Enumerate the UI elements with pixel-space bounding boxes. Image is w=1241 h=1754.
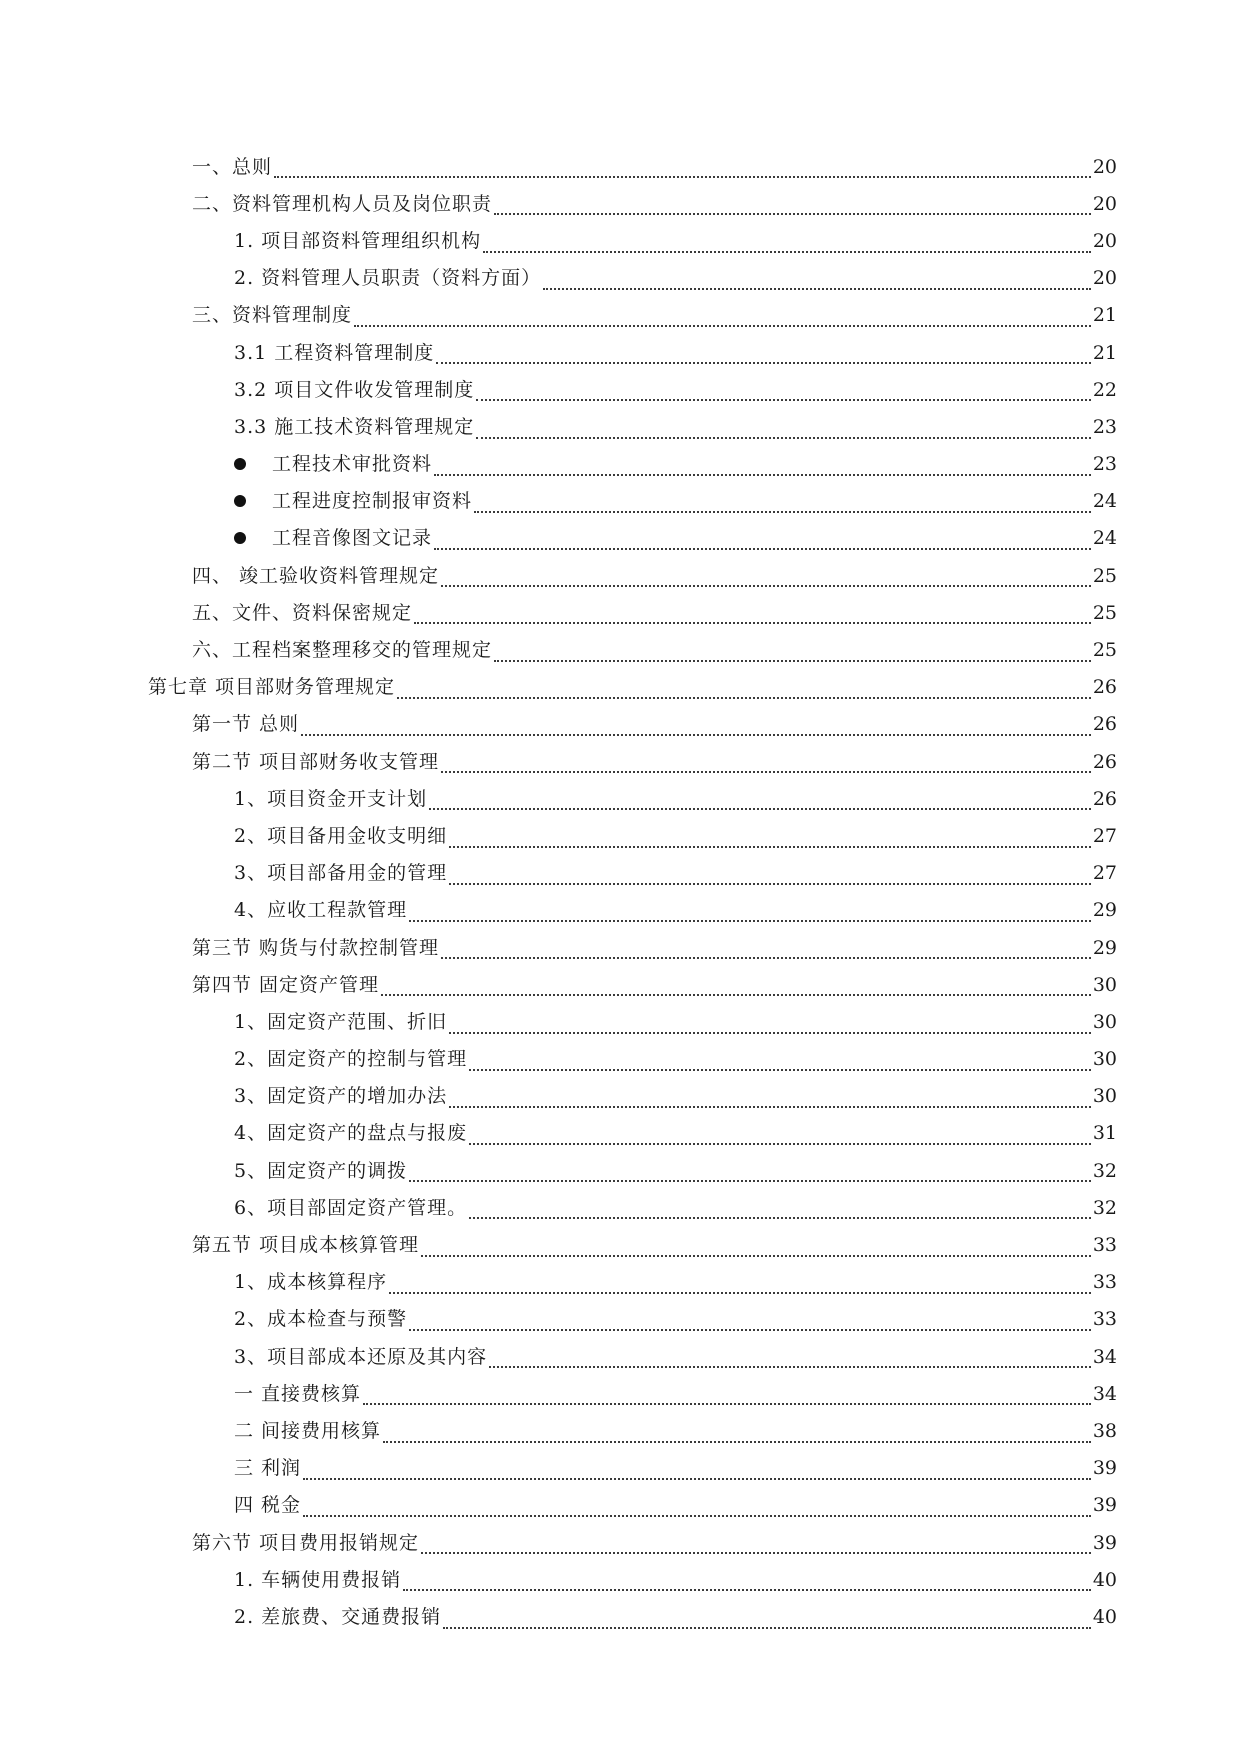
toc-page-number: 39: [1092, 1531, 1117, 1554]
toc-entry-title: 二、资料管理机构人员及岗位职责: [192, 192, 493, 215]
toc-page-number: 40: [1092, 1605, 1117, 1628]
toc-entry-title: 6、项目部固定资产管理。: [234, 1196, 468, 1219]
toc-entry-title: 3、项目部备用金的管理: [234, 862, 448, 885]
toc-entry-title: 第四节 固定资产管理: [192, 973, 380, 996]
toc-entry-title: 1. 车辆使用费报销: [234, 1568, 402, 1591]
dot-leader: [483, 250, 1091, 253]
dot-leader: [449, 1105, 1091, 1108]
toc-entry[interactable]: [0, 1487, 1241, 1524]
toc-entry[interactable]: [0, 669, 1241, 706]
toc-page-number: 25: [1092, 601, 1117, 624]
bullet-icon: [234, 532, 246, 544]
toc-entry[interactable]: [0, 706, 1241, 743]
toc-entry-title: 2、成本检查与预警: [234, 1308, 408, 1331]
toc-entry-title: 二 间接费用核算: [234, 1419, 382, 1442]
toc-entry-title: 3.1 工程资料管理制度: [234, 341, 435, 364]
toc-entry[interactable]: [0, 185, 1241, 222]
toc-entry-title: 六、工程档案整理移交的管理规定: [192, 639, 493, 662]
toc-entry-title: 3.2 项目文件收发管理制度: [234, 378, 475, 401]
toc-entry-title: 3、固定资产的增加办法: [234, 1085, 448, 1108]
toc-page-number: 26: [1092, 713, 1117, 736]
toc-entry[interactable]: [0, 1003, 1241, 1040]
toc-entry-title: 工程进度控制报审资料: [272, 490, 473, 513]
toc-page-number: 40: [1092, 1568, 1117, 1591]
toc-entry-title: 三、资料管理制度: [192, 304, 353, 327]
toc-page-number: 31: [1092, 1122, 1117, 1145]
bullet-icon: [234, 495, 246, 507]
toc-entry-title: 一、总则: [192, 155, 273, 178]
toc-page-number: 25: [1092, 639, 1117, 662]
toc-entry[interactable]: [0, 1115, 1241, 1152]
dot-leader: [441, 584, 1091, 587]
dot-leader: [409, 919, 1091, 922]
toc-entry[interactable]: [0, 855, 1241, 892]
toc-page-number: 20: [1092, 267, 1117, 290]
dot-leader: [449, 882, 1091, 885]
toc-page-number: 24: [1092, 490, 1117, 513]
dot-leader: [469, 1068, 1091, 1071]
toc-page-number: 26: [1092, 676, 1117, 699]
toc-page-number: 39: [1092, 1494, 1117, 1517]
toc-page-number: 29: [1092, 936, 1117, 959]
toc-entry[interactable]: [0, 1412, 1241, 1449]
dot-leader: [469, 1142, 1091, 1145]
table-of-contents: [0, 148, 1241, 1636]
toc-page-number: 30: [1092, 1048, 1117, 1071]
toc-entry[interactable]: [0, 1598, 1241, 1635]
toc-page-number: 20: [1092, 229, 1117, 252]
dot-leader: [303, 1514, 1091, 1517]
toc-entry[interactable]: [0, 1338, 1241, 1375]
toc-page-number: 27: [1092, 824, 1117, 847]
toc-entry[interactable]: [0, 1450, 1241, 1487]
dot-leader: [409, 1179, 1091, 1182]
dot-leader: [274, 175, 1091, 178]
toc-entry[interactable]: [0, 446, 1241, 483]
toc-entry[interactable]: [0, 260, 1241, 297]
toc-entry-title: 五、文件、资料保密规定: [192, 601, 413, 624]
dot-leader: [449, 1031, 1091, 1034]
toc-page-number: 26: [1092, 750, 1117, 773]
toc-entry-title: 2. 资料管理人员职责（资料方面）: [234, 267, 542, 290]
toc-entry[interactable]: [0, 1264, 1241, 1301]
dot-leader: [429, 807, 1091, 810]
toc-entry[interactable]: [0, 1375, 1241, 1412]
toc-entry[interactable]: [0, 892, 1241, 929]
dot-leader: [441, 956, 1091, 959]
toc-entry-title: 四 税金: [234, 1494, 302, 1517]
dot-leader: [543, 287, 1091, 290]
dot-leader: [434, 547, 1091, 550]
toc-page-number: 23: [1092, 453, 1117, 476]
toc-page-number: 30: [1092, 1085, 1117, 1108]
toc-page-number: 23: [1092, 415, 1117, 438]
toc-entry-title: 三 利润: [234, 1457, 302, 1480]
dot-leader: [421, 1254, 1091, 1257]
toc-entry[interactable]: [0, 594, 1241, 631]
toc-entry-title: 第五节 项目成本核算管理: [192, 1234, 420, 1257]
toc-entry[interactable]: [0, 483, 1241, 520]
toc-entry-title: 2、项目备用金收支明细: [234, 824, 448, 847]
toc-page-number: 33: [1092, 1234, 1117, 1257]
toc-entry-title: 1、成本核算程序: [234, 1271, 388, 1294]
dot-leader: [476, 398, 1091, 401]
toc-page-number: 27: [1092, 862, 1117, 885]
toc-entry[interactable]: [0, 297, 1241, 334]
toc-entry-title: 四、 竣工验收资料管理规定: [192, 564, 440, 587]
toc-page-number: 22: [1092, 378, 1117, 401]
toc-page-number: 34: [1092, 1382, 1117, 1405]
toc-page-number: 39: [1092, 1457, 1117, 1480]
dot-leader: [434, 473, 1091, 476]
toc-entry-title: 第三节 购货与付款控制管理: [192, 936, 440, 959]
toc-entry[interactable]: [0, 520, 1241, 557]
toc-entry-title: 4、应收工程款管理: [234, 899, 408, 922]
toc-entry[interactable]: [0, 1152, 1241, 1189]
bullet-icon: [234, 458, 246, 470]
dot-leader: [354, 324, 1091, 327]
dot-leader: [383, 1440, 1091, 1443]
toc-page-number: 25: [1092, 564, 1117, 587]
toc-entry-title: 1、固定资产范围、折旧: [234, 1010, 448, 1033]
dot-leader: [414, 621, 1091, 624]
toc-page-number: 32: [1092, 1196, 1117, 1219]
toc-entry[interactable]: [0, 1226, 1241, 1263]
toc-entry[interactable]: [0, 371, 1241, 408]
toc-page-number: 33: [1092, 1271, 1117, 1294]
toc-page-number: 20: [1092, 155, 1117, 178]
dot-leader: [303, 1477, 1091, 1480]
dot-leader: [436, 361, 1091, 364]
toc-entry[interactable]: [0, 334, 1241, 371]
dot-leader: [476, 436, 1091, 439]
toc-page-number: 34: [1092, 1345, 1117, 1368]
dot-leader: [449, 845, 1091, 848]
toc-page-number: 30: [1092, 973, 1117, 996]
dot-leader: [494, 212, 1091, 215]
toc-entry[interactable]: [0, 1189, 1241, 1226]
toc-page-number: 33: [1092, 1308, 1117, 1331]
toc-entry[interactable]: [0, 1561, 1241, 1598]
toc-entry[interactable]: [0, 1078, 1241, 1115]
toc-entry[interactable]: [0, 222, 1241, 259]
toc-page-number: 20: [1092, 192, 1117, 215]
toc-entry[interactable]: [0, 631, 1241, 668]
toc-entry-title: 工程音像图文记录: [272, 527, 433, 550]
toc-entry-title: 3、项目部成本还原及其内容: [234, 1345, 488, 1368]
toc-page-number: 21: [1092, 304, 1117, 327]
toc-entry-title: 第二节 项目部财务收支管理: [192, 750, 440, 773]
toc-entry[interactable]: [0, 817, 1241, 854]
dot-leader: [474, 510, 1091, 513]
toc-entry-title: 5、固定资产的调拨: [234, 1159, 408, 1182]
dot-leader: [469, 1216, 1091, 1219]
toc-entry-title: 第六节 项目费用报销规定: [192, 1531, 420, 1554]
toc-page-number: 21: [1092, 341, 1117, 364]
toc-entry[interactable]: [0, 148, 1241, 185]
dot-leader: [301, 733, 1091, 736]
toc-entry-title: 第七章 项目部财务管理规定: [148, 676, 396, 699]
toc-entry-title: 第一节 总则: [192, 713, 300, 736]
dot-leader: [489, 1365, 1091, 1368]
toc-entry-title: 2. 差旅费、交通费报销: [234, 1605, 442, 1628]
toc-entry[interactable]: [0, 557, 1241, 594]
dot-leader: [389, 1291, 1091, 1294]
dot-leader: [441, 770, 1091, 773]
toc-page-number: 32: [1092, 1159, 1117, 1182]
toc-page-number: 26: [1092, 787, 1117, 810]
toc-entry-title: 2、固定资产的控制与管理: [234, 1048, 468, 1071]
toc-entry[interactable]: [0, 1301, 1241, 1338]
toc-entry-title: 3.3 施工技术资料管理规定: [234, 415, 475, 438]
toc-entry-title: 工程技术审批资料: [272, 453, 433, 476]
toc-entry[interactable]: [0, 966, 1241, 1003]
toc-entry-title: 1. 项目部资料管理组织机构: [234, 229, 482, 252]
toc-entry[interactable]: [0, 780, 1241, 817]
toc-page-number: 29: [1092, 899, 1117, 922]
dot-leader: [397, 696, 1091, 699]
dot-leader: [363, 1402, 1091, 1405]
toc-entry-title: 4、固定资产的盘点与报废: [234, 1122, 468, 1145]
toc-page-number: 38: [1092, 1419, 1117, 1442]
toc-entry-title: 1、项目资金开支计划: [234, 787, 428, 810]
toc-entry-title: 一 直接费核算: [234, 1382, 362, 1405]
toc-entry[interactable]: [0, 929, 1241, 966]
dot-leader: [421, 1551, 1091, 1554]
dot-leader: [409, 1328, 1091, 1331]
dot-leader: [381, 993, 1091, 996]
dot-leader: [443, 1626, 1091, 1629]
toc-entry[interactable]: [0, 1041, 1241, 1078]
toc-page-number: 30: [1092, 1010, 1117, 1033]
toc-entry[interactable]: [0, 743, 1241, 780]
toc-entry[interactable]: [0, 408, 1241, 445]
toc-page-number: 24: [1092, 527, 1117, 550]
dot-leader: [494, 659, 1091, 662]
dot-leader: [403, 1588, 1091, 1591]
toc-entry[interactable]: [0, 1524, 1241, 1561]
